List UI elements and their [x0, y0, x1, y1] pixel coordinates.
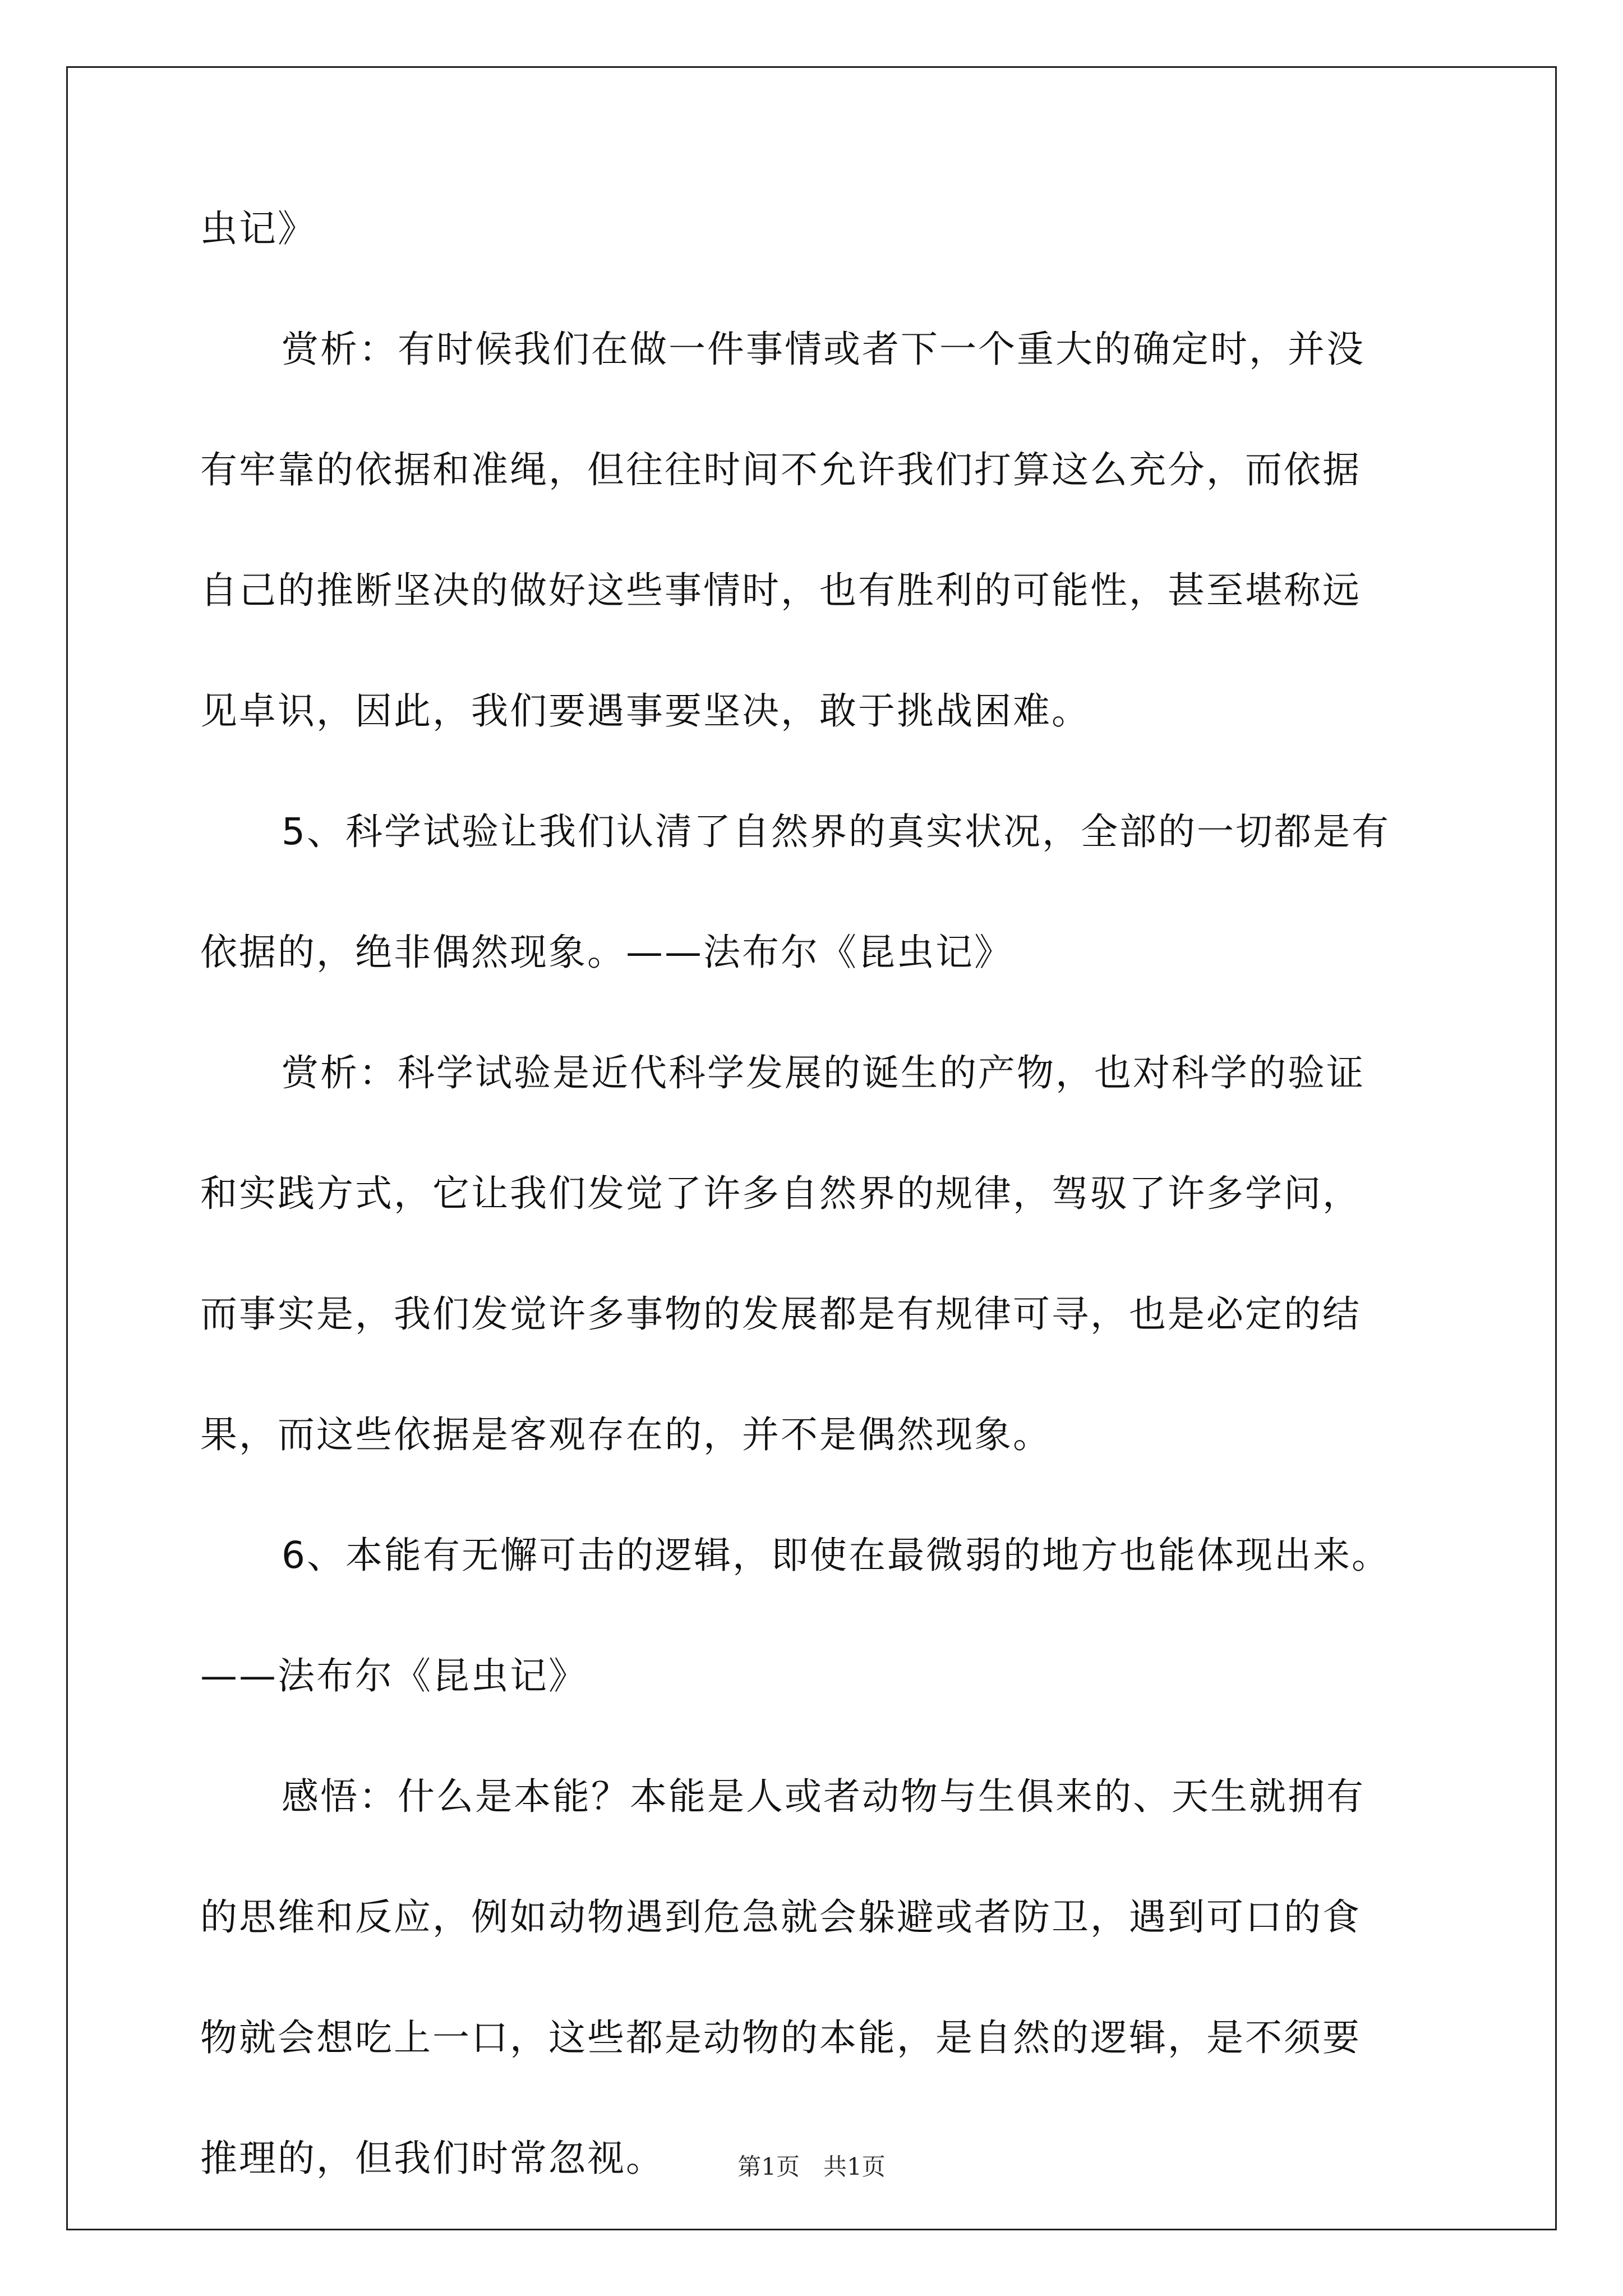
page-number: 第1页 共1页 [737, 2153, 886, 2180]
text-line: 依据的，绝非偶然现象。——法布尔《昆虫记》 [200, 931, 1013, 974]
paragraph-line: 6、本能有无懈可击的逻辑，即使在最微弱的地方也能体现出来。 [282, 1534, 1390, 1577]
text-line: 见卓识，因此，我们要遇事要坚决，敢于挑战困难。 [200, 689, 1090, 733]
text-line: ——法布尔《昆虫记》 [200, 1654, 587, 1697]
text-line: 果，而这些依据是客观存在的，并不是偶然现象。 [200, 1413, 1052, 1456]
text-line: 有牢靠的依据和准绳，但往往时间不允许我们打算这么充分，而依据 [200, 448, 1361, 491]
paragraph-line: 感悟：什么是本能？本能是人或者动物与生俱来的、天生就拥有 [282, 1775, 1365, 1818]
text-line: 虫记》 [200, 207, 316, 250]
text-line: 物就会想吃上一口，这些都是动物的本能，是自然的逻辑，是不须要 [200, 2016, 1361, 2059]
text-line: 和实践方式，它让我们发觉了许多自然界的规律，驾驭了许多学问， [200, 1172, 1361, 1215]
text-line: 自己的推断坚决的做好这些事情时，也有胜利的可能性，甚至堪称远 [200, 569, 1361, 612]
paragraph-line: 5、科学试验让我们认清了自然界的真实状况，全部的一切都是有 [282, 810, 1390, 853]
paragraph-line: 赏析：科学试验是近代科学发展的诞生的产物，也对科学的验证 [282, 1051, 1365, 1094]
text-line: 而事实是，我们发觉许多事物的发展都是有规律可寻，也是必定的结 [200, 1292, 1361, 1336]
text-line: 推理的，但我们时常忽视。 [200, 2137, 665, 2180]
text-line: 的思维和反应，例如动物遇到危急就会躲避或者防卫，遇到可口的食 [200, 1895, 1361, 1939]
paragraph-line: 赏析：有时候我们在做一件事情或者下一个重大的确定时，并没 [282, 328, 1365, 371]
